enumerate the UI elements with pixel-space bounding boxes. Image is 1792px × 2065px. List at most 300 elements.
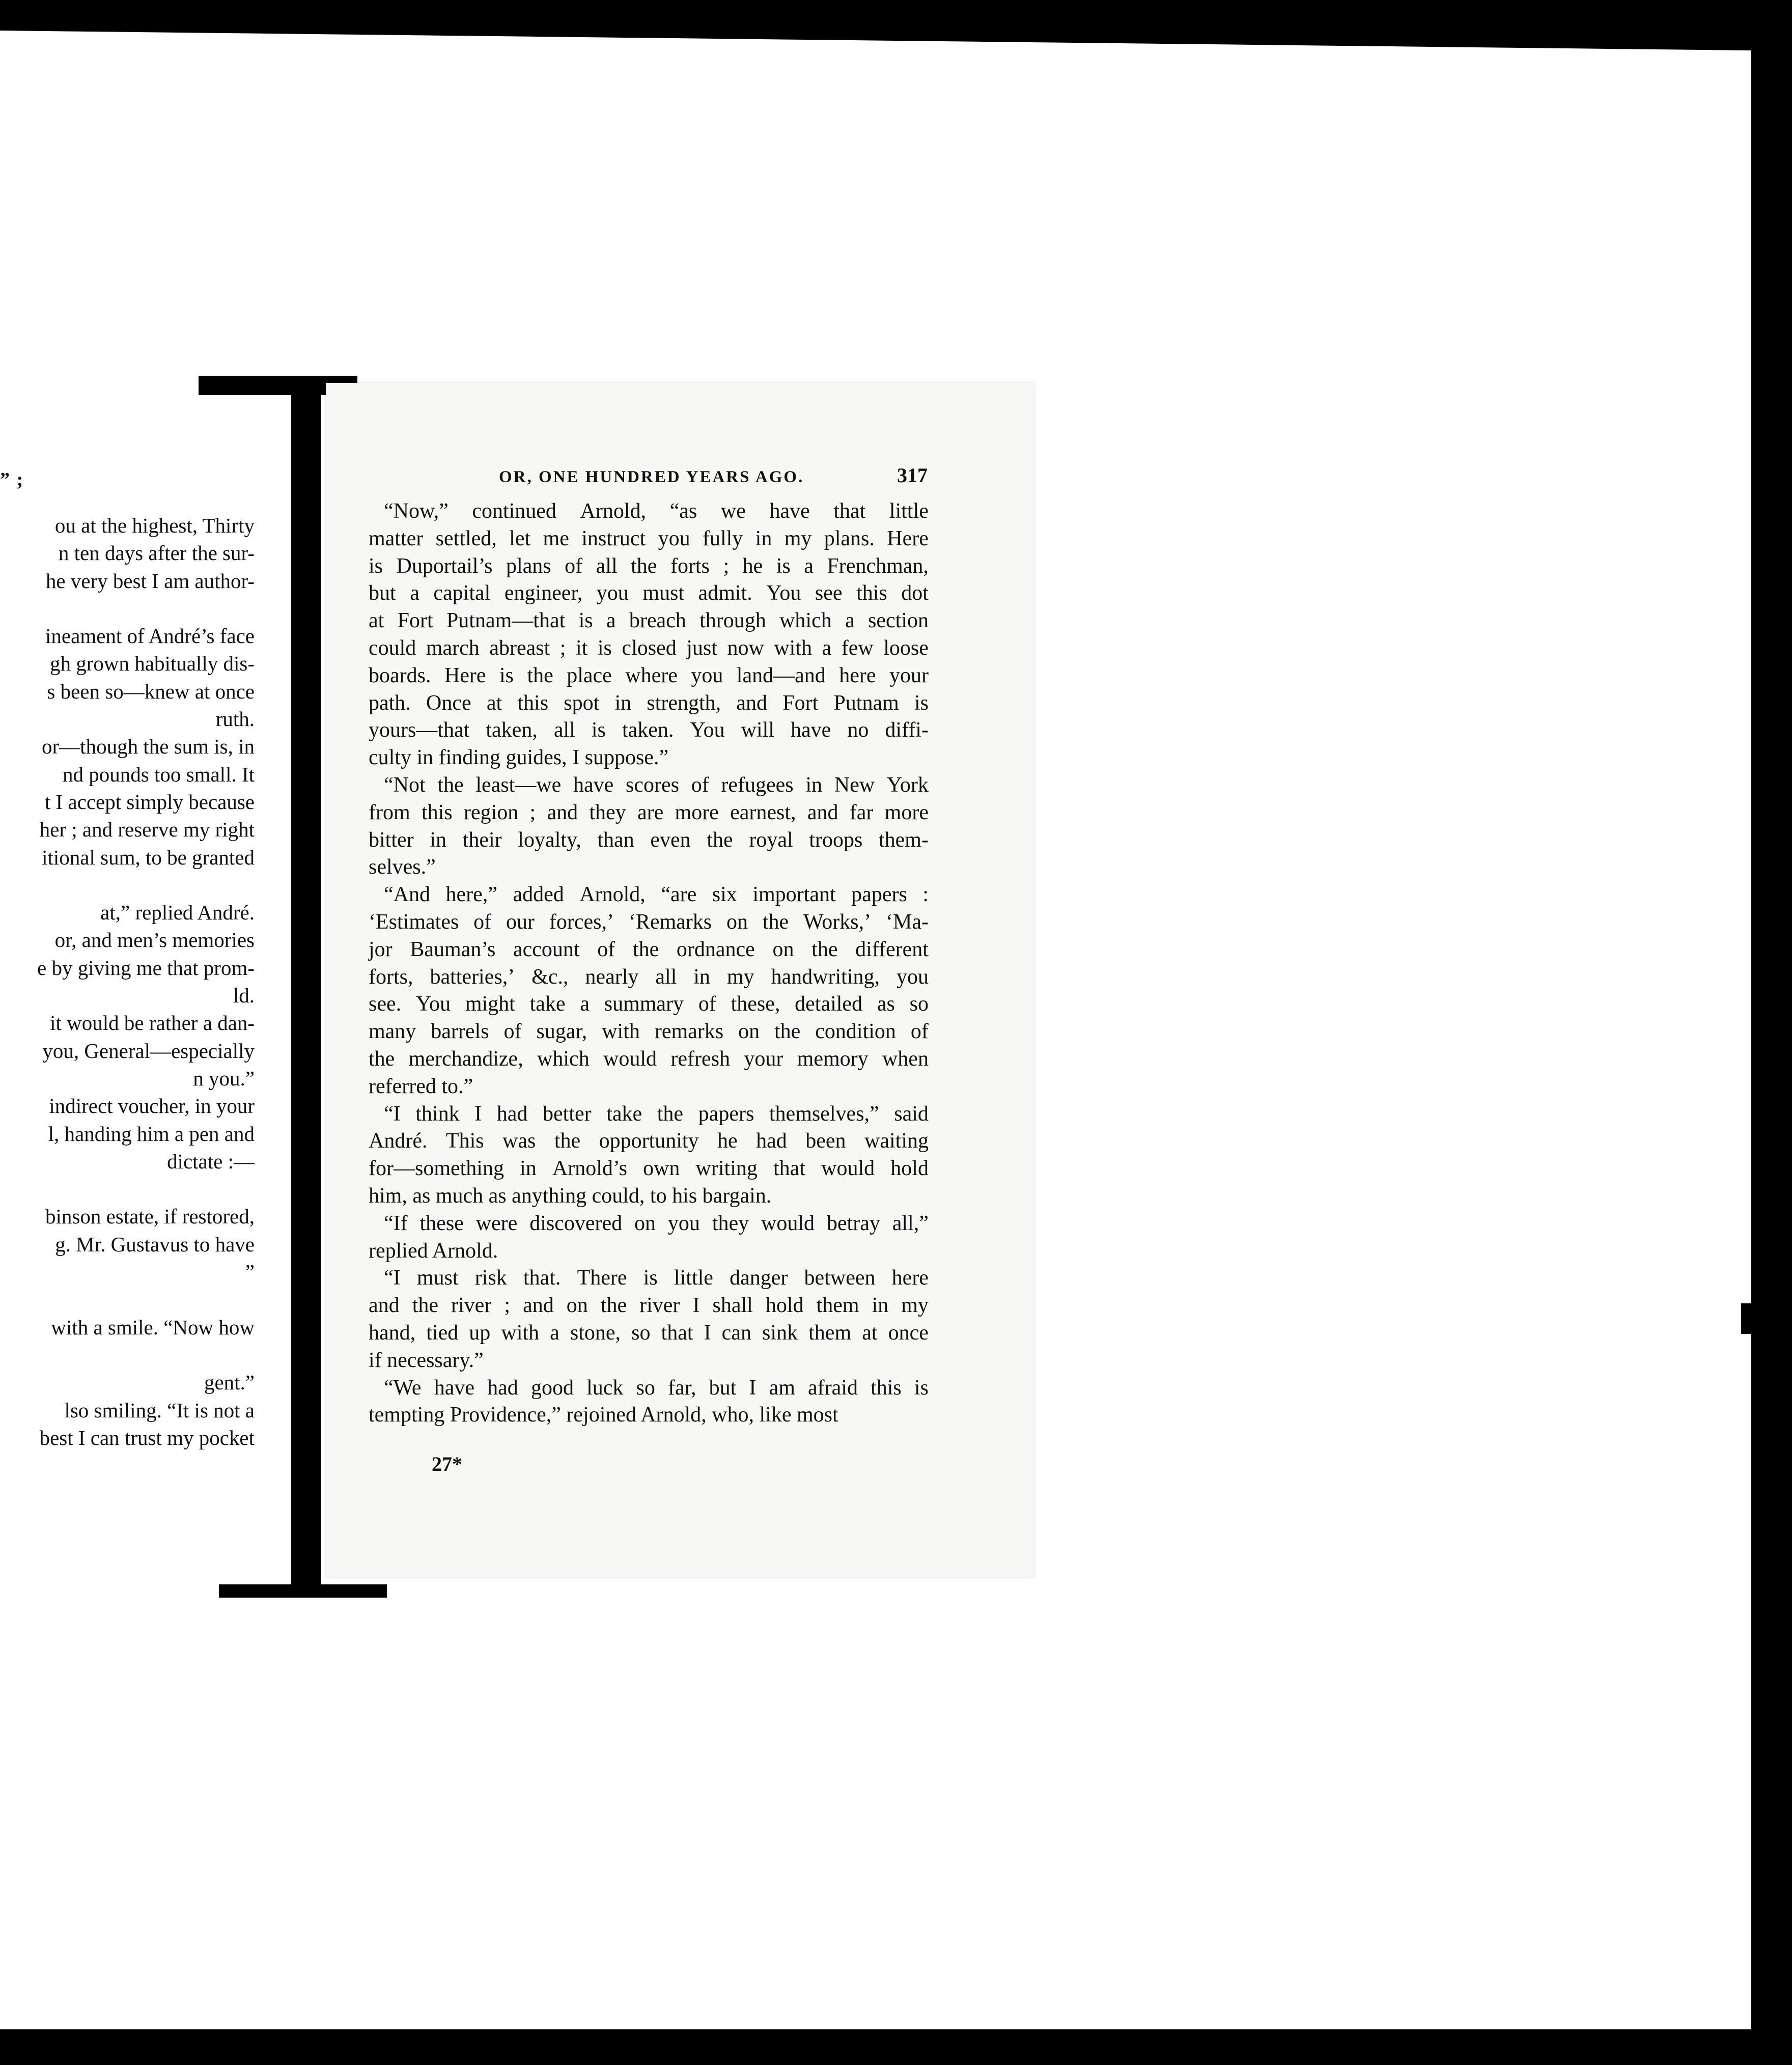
word: Putnam—that <box>446 609 566 633</box>
binding-clip-stem <box>291 395 321 1596</box>
word: river <box>451 1294 492 1318</box>
word: take <box>606 1102 642 1126</box>
text-line: if necessary.” <box>369 1348 484 1372</box>
word: Duportail’s <box>396 554 493 578</box>
word: for—something <box>369 1157 504 1181</box>
text-line <box>369 1155 929 1183</box>
signature-mark: 27* <box>432 1453 462 1475</box>
word: in <box>520 1157 537 1181</box>
word: of <box>691 773 709 797</box>
word: through <box>699 609 766 633</box>
word: “are <box>661 883 697 907</box>
word: few <box>841 636 874 660</box>
word: the <box>600 1294 627 1318</box>
left-text-line: e by giving me that prom- <box>37 956 255 980</box>
word: a <box>845 609 855 633</box>
right-page <box>326 383 1034 1577</box>
word: said <box>894 1102 929 1126</box>
text-line <box>369 717 929 744</box>
word: all <box>655 965 677 989</box>
word: at <box>486 691 502 715</box>
word: themselves,” <box>769 1102 879 1126</box>
word: would <box>761 1211 815 1235</box>
word: must <box>416 1266 459 1290</box>
word: luck <box>586 1376 624 1400</box>
word: account <box>513 937 580 961</box>
word: six <box>712 883 737 907</box>
word: sugar, <box>536 1020 587 1044</box>
left-text-line: dictate :— <box>167 1149 255 1173</box>
word: batteries,’ <box>430 965 515 989</box>
word: detailed <box>795 992 863 1016</box>
page-body-text <box>369 498 929 1429</box>
word: matter <box>369 526 424 550</box>
word: so <box>909 992 929 1016</box>
word: that <box>661 1321 693 1345</box>
word: Fort <box>782 691 819 715</box>
word: so <box>636 1376 655 1400</box>
word: troops <box>809 828 863 852</box>
scan-frame-right <box>1751 0 1792 2065</box>
word: better <box>543 1102 592 1126</box>
word: Here <box>444 663 486 687</box>
word: There <box>577 1266 627 1290</box>
word: in <box>805 773 823 797</box>
word: ; <box>559 636 566 660</box>
word: stone, <box>570 1321 621 1345</box>
word: forts, <box>369 965 413 989</box>
word: them <box>816 1294 859 1318</box>
word: of <box>565 554 583 578</box>
word: risk <box>474 1266 507 1290</box>
left-text-line: l, handing him a pen and <box>48 1122 255 1146</box>
word: is <box>914 1376 929 1400</box>
word: can <box>721 1321 751 1345</box>
left-text-line: ou at the highest, Thirty <box>54 514 255 537</box>
word: papers <box>851 883 907 907</box>
word: of <box>503 1020 522 1044</box>
word: breach <box>629 609 686 633</box>
text-line <box>369 635 929 662</box>
word: the <box>657 1102 684 1126</box>
left-text-line: he very best I am author- <box>45 569 255 593</box>
word: loose <box>883 636 929 660</box>
word: diffi- <box>885 718 929 742</box>
text-line <box>369 964 929 991</box>
word: might <box>465 992 515 1016</box>
word: think <box>415 1102 460 1126</box>
word: “If <box>384 1211 408 1235</box>
word: spot <box>564 691 600 715</box>
word: little <box>674 1266 713 1290</box>
left-text-line: n ten days after the sur- <box>58 541 255 565</box>
word: was <box>502 1129 536 1153</box>
left-text-line: gent.” <box>204 1371 255 1394</box>
scan-frame-notch <box>1741 1303 1756 1334</box>
text-line <box>369 1320 929 1347</box>
word: merchandize, <box>408 1047 523 1071</box>
word: would <box>603 1047 657 1071</box>
word: this <box>421 800 453 824</box>
word: strength, <box>647 691 721 715</box>
word: sink <box>762 1321 798 1345</box>
left-text-line: her ; and reserve my right <box>39 818 255 842</box>
word: condition <box>815 1020 896 1044</box>
word: &c., <box>531 965 569 989</box>
left-text-line: lso smiling. “It is not a <box>64 1398 255 1422</box>
left-text-line: indirect voucher, in your <box>49 1094 255 1118</box>
word: Putnam <box>833 691 899 715</box>
word: Fort <box>397 609 433 633</box>
left-text-line: or, and men’s memories <box>54 928 255 952</box>
word: danger <box>730 1266 788 1290</box>
word: this <box>856 581 887 605</box>
word: more <box>675 800 719 824</box>
left-text-line: best I can trust my pocket <box>39 1426 255 1449</box>
word: that <box>833 499 866 523</box>
word: these, <box>731 992 780 1016</box>
word: You <box>415 992 451 1016</box>
word: will <box>741 718 774 742</box>
word: have <box>769 499 810 523</box>
word: You <box>690 718 725 742</box>
word: plans <box>506 554 551 578</box>
word: see <box>815 581 843 605</box>
word: section <box>868 609 929 633</box>
word: closed <box>622 636 677 660</box>
word: the <box>631 554 657 578</box>
word: many <box>369 1020 416 1044</box>
word: Arnold, <box>580 499 647 523</box>
word: Arnold, <box>579 883 646 907</box>
word: is <box>578 609 593 633</box>
text-line <box>369 827 929 854</box>
word: I <box>692 1294 700 1318</box>
left-text-line: nd pounds too small. It <box>63 762 255 786</box>
word: the <box>774 1020 801 1044</box>
word: the <box>437 773 464 797</box>
word: continued <box>472 499 556 523</box>
word: it <box>576 636 588 660</box>
word: I <box>474 1102 482 1126</box>
left-text-line <box>0 1286 255 1313</box>
word: all,” <box>892 1211 929 1235</box>
word: scores <box>626 773 679 797</box>
binding-clip-bottom <box>219 1584 387 1598</box>
scan-frame-bottom <box>0 2029 1792 2065</box>
text-line <box>369 1375 929 1402</box>
word: at <box>862 1321 878 1345</box>
word: tied <box>426 1321 459 1345</box>
word: march <box>426 636 480 660</box>
left-page-text <box>0 512 255 1452</box>
word: them- <box>878 828 929 852</box>
word: fully <box>702 526 743 550</box>
left-running-head-fragment: ” ; <box>0 469 24 490</box>
text-line <box>369 1046 929 1073</box>
word: with <box>774 636 813 660</box>
word: see. <box>369 992 402 1016</box>
word: between <box>804 1266 876 1290</box>
word: I <box>704 1321 711 1345</box>
word: must <box>642 581 685 605</box>
text-line <box>369 498 929 525</box>
word: he <box>717 1129 738 1153</box>
word: that. <box>523 1266 561 1290</box>
word: own <box>643 1157 680 1181</box>
word: have <box>791 718 831 742</box>
word: and <box>369 1294 400 1318</box>
word: am <box>769 1376 795 1400</box>
word: were <box>475 1211 518 1235</box>
word: the <box>632 937 659 961</box>
word: taken, <box>486 718 538 742</box>
word: here <box>839 663 876 687</box>
word: is <box>369 554 383 578</box>
word: but <box>709 1376 737 1400</box>
word: abreast <box>489 636 550 660</box>
word: dot <box>901 581 929 605</box>
word: at <box>369 609 384 633</box>
word: this <box>517 691 549 715</box>
word: hold <box>890 1157 929 1181</box>
word: different <box>855 937 929 961</box>
left-text-line: n you.” <box>193 1066 255 1090</box>
word: yours—that <box>369 718 470 742</box>
word: in <box>872 1294 889 1318</box>
word: is <box>591 718 606 742</box>
word: in <box>693 965 710 989</box>
word: ordnance <box>676 937 755 961</box>
running-title: OR, ONE HUNDRED YEARS AGO. <box>499 468 804 486</box>
word: : <box>922 883 929 907</box>
left-text-line: itional sum, to be granted <box>42 845 255 869</box>
text-line: culty in finding guides, I suppose.” <box>369 746 669 770</box>
left-text-line: gh grown habitually dis- <box>50 652 255 676</box>
left-text-line: t I accept simply because <box>44 790 255 814</box>
word: and <box>736 691 768 715</box>
left-text-line: g. Mr. Gustavus to have <box>55 1232 255 1256</box>
word: on <box>738 1020 760 1044</box>
word: André. <box>369 1129 428 1153</box>
word: you <box>896 965 929 989</box>
word: the <box>369 1047 395 1071</box>
left-text-line: ineament of André’s face <box>45 624 255 648</box>
word: have <box>434 1376 474 1400</box>
text-line: selves.” <box>369 855 436 879</box>
word: You <box>766 581 801 605</box>
word: “as <box>669 499 697 523</box>
word: you <box>596 581 629 605</box>
word: you <box>667 1211 700 1235</box>
left-text-line: s been so—knew at once <box>47 679 255 703</box>
text-line: tempting Providence,” rejoined Arnold, who, like most <box>369 1403 838 1427</box>
word: forces,’ <box>549 910 614 934</box>
word: no <box>847 718 869 742</box>
word: as <box>877 992 895 1016</box>
word: Works,’ <box>803 910 872 934</box>
left-text-line: it would be rather a dan- <box>50 1011 255 1035</box>
word: which <box>537 1047 590 1071</box>
word: land—and <box>736 663 826 687</box>
word: good <box>530 1376 574 1400</box>
word: far <box>849 800 874 824</box>
word: plans. <box>824 526 875 550</box>
word: Here <box>887 526 929 550</box>
word: of <box>910 1020 929 1044</box>
word: ; <box>504 1294 511 1318</box>
word: Arnold’s <box>552 1157 627 1181</box>
word: a <box>606 609 616 633</box>
word: opportunity <box>599 1129 699 1153</box>
word: the <box>707 828 733 852</box>
text-line <box>369 553 929 580</box>
word: which <box>779 609 832 633</box>
text-line <box>369 580 929 607</box>
word: engineer, <box>504 581 583 605</box>
left-text-line <box>0 595 255 622</box>
text-line <box>369 772 929 799</box>
text-line <box>369 1265 929 1292</box>
word: important <box>752 883 836 907</box>
word: on <box>634 1211 656 1235</box>
word: would <box>821 1157 875 1181</box>
word: their <box>462 828 502 852</box>
page-number: 317 <box>897 464 928 487</box>
text-line <box>369 690 929 717</box>
word: here <box>891 1266 929 1290</box>
word: in <box>614 691 632 715</box>
word: a <box>550 1321 559 1345</box>
word: river <box>639 1294 680 1318</box>
left-text-line <box>0 1341 255 1369</box>
word: instruct <box>581 526 646 550</box>
word: the <box>811 937 838 961</box>
word: of <box>698 992 716 1016</box>
word: settled, <box>435 526 497 550</box>
word: he <box>742 554 763 578</box>
text-line <box>369 1210 929 1238</box>
word: my <box>784 526 812 550</box>
word: but <box>369 581 396 605</box>
word: refresh <box>670 1047 730 1071</box>
word: a <box>804 554 814 578</box>
word: Frenchman, <box>827 554 929 578</box>
word: “Not <box>384 773 426 797</box>
word: added <box>513 883 564 907</box>
word: a <box>822 636 832 660</box>
word: all <box>596 554 618 578</box>
word: “Now,” <box>384 499 449 523</box>
word: up <box>469 1321 491 1345</box>
word: ; <box>723 554 730 578</box>
word: you <box>658 526 690 550</box>
left-text-line: you, General—especially <box>42 1039 255 1063</box>
word: more <box>884 800 929 824</box>
word: once <box>888 1321 929 1345</box>
text-line <box>369 662 929 690</box>
word: papers <box>698 1102 754 1126</box>
text-line <box>369 1018 929 1046</box>
word: ; <box>529 800 536 824</box>
word: are <box>637 800 664 824</box>
word: refugees <box>721 773 794 797</box>
word: and <box>807 800 838 824</box>
word: is <box>914 691 929 715</box>
word: ‘Estimates <box>369 910 459 934</box>
word: boards. <box>369 663 431 687</box>
word: far, <box>668 1376 696 1400</box>
word: forts <box>670 554 710 578</box>
word: a <box>580 992 590 1016</box>
word: ‘Ma- <box>885 910 929 934</box>
word: they <box>712 1211 749 1235</box>
word: writing <box>695 1157 758 1181</box>
word: least—we <box>475 773 562 797</box>
word: so <box>631 1321 651 1345</box>
word: Bauman’s <box>410 937 496 961</box>
word: these <box>419 1211 464 1235</box>
word: here,” <box>445 883 497 907</box>
word: discovered <box>529 1211 623 1235</box>
word: our <box>506 910 535 934</box>
word: in <box>755 526 772 550</box>
word: now <box>727 636 764 660</box>
word: this <box>871 1376 902 1400</box>
text-line: referred to.” <box>369 1074 473 1098</box>
left-text-line: binson estate, if restored, <box>45 1205 255 1229</box>
word: the <box>412 1294 438 1318</box>
word: had <box>487 1376 518 1400</box>
word: all <box>553 718 575 742</box>
word: than <box>597 828 634 852</box>
word: earnest, <box>730 800 796 824</box>
text-line <box>369 1128 929 1155</box>
word: is <box>597 636 612 660</box>
text-line <box>369 525 929 553</box>
word: your <box>889 663 929 687</box>
left-text-line: at,” replied André. <box>100 901 255 925</box>
word: waiting <box>864 1129 929 1153</box>
text-line: him, as much as anything could, to his bargain. <box>369 1184 772 1208</box>
word: them <box>808 1321 852 1345</box>
word: ‘Remarks <box>628 910 712 934</box>
word: afraid <box>808 1376 858 1400</box>
left-text-line: or—though the sum is, in <box>42 735 255 759</box>
word: on <box>726 910 748 934</box>
word: memory <box>797 1047 869 1071</box>
word: had <box>756 1129 787 1153</box>
text-line <box>369 881 929 909</box>
word: “We <box>384 1376 422 1400</box>
left-page-fragment <box>0 387 295 1594</box>
word: is <box>643 1266 658 1290</box>
word: with <box>602 1020 640 1044</box>
scan-speck <box>269 22 274 29</box>
word: take <box>529 992 566 1016</box>
word: in <box>430 828 446 852</box>
left-text-line: with a smile. “Now how <box>51 1315 255 1339</box>
word: of <box>473 910 492 934</box>
word: and <box>523 1294 554 1318</box>
word: had <box>496 1102 528 1126</box>
word: This <box>445 1129 484 1153</box>
word: royal <box>749 828 793 852</box>
word: hand, <box>369 1321 416 1345</box>
word: taken. <box>622 718 674 742</box>
word: is <box>776 554 791 578</box>
word: have <box>573 773 614 797</box>
